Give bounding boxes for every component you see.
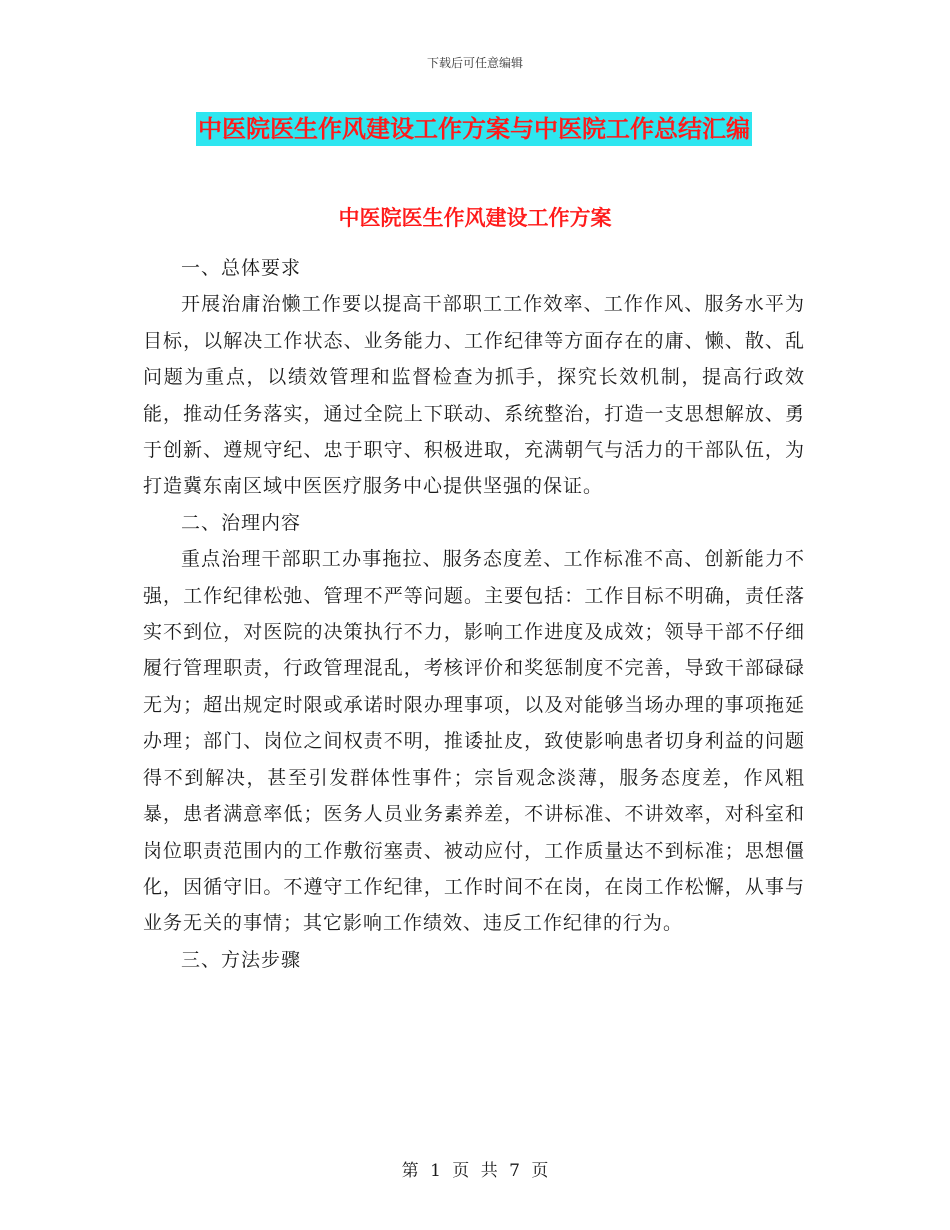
page-number: 第 1 页 共 7 页: [401, 1161, 549, 1181]
header-note: 下载后可任意编辑: [426, 56, 523, 70]
heading-method-steps: 三、方法步骤: [181, 948, 302, 971]
paragraph-general-requirements: 开展治庸治懒工作要以提高干部职工工作效率、工作作风、服务水平为目标，以解决工作状态、业务能力、工作纪律等方面存在的庸、懒、散、乱问题为重点，以绩效管理和监督检查为抓手，探究长效机制，提高行政效能，推动任务落实，通过全院上下联动、系统整治，打造一支思想解放、勇于创新、遵规守纪、忠于职守、积极进取，充满朝气与活力的干部队伍，为打造冀东南区域中医医疗服务中心提供坚强的保证。: [143, 293, 805, 498]
section-title: 中医院医生作风建设工作方案: [338, 206, 612, 230]
heading-governance-content: 二、治理内容: [181, 511, 302, 534]
document-body: [143, 250, 805, 978]
document-title: 中医院医生作风建设工作方案与中医院工作总结汇编: [196, 112, 752, 146]
heading-general-requirements: 一、总体要求: [181, 257, 302, 279]
paragraph-governance-content: 重点治理干部职工办事拖拉、服务态度差、工作标准不高、创新能力不强，工作纪律松弛、管理不严等问题。主要包括：工作目标不明确，责任落实不到位，对医院的决策执行不力，影响工作进度及成效；领导干部不仔细履行管理职责，行政管理混乱，考核评价和奖惩制度不完善，导致干部碌碌无为；超出规定时限或承诺时限办理事项，以及对能够当场办理的事项拖延办理；部门、岗位之间权责不明，推诿扯皮，致使影响患者切身利益的问题得不到解决，甚至引发群体性事件；宗旨观念淡薄，服务态度差，作风粗暴，患者满意率低；医务人员业务素养差，不讲标准、不讲效率，对科室和岗位职责范围内的工作敷衍塞责、被动应付，工作质量达不到标准；思想僵化，因循守旧。不遵守工作纪律，工作时间不在岗，在岗工作松懈，从事与业务无关的事情；其它影响工作绩效、违反工作纪律的行为。: [143, 548, 805, 935]
